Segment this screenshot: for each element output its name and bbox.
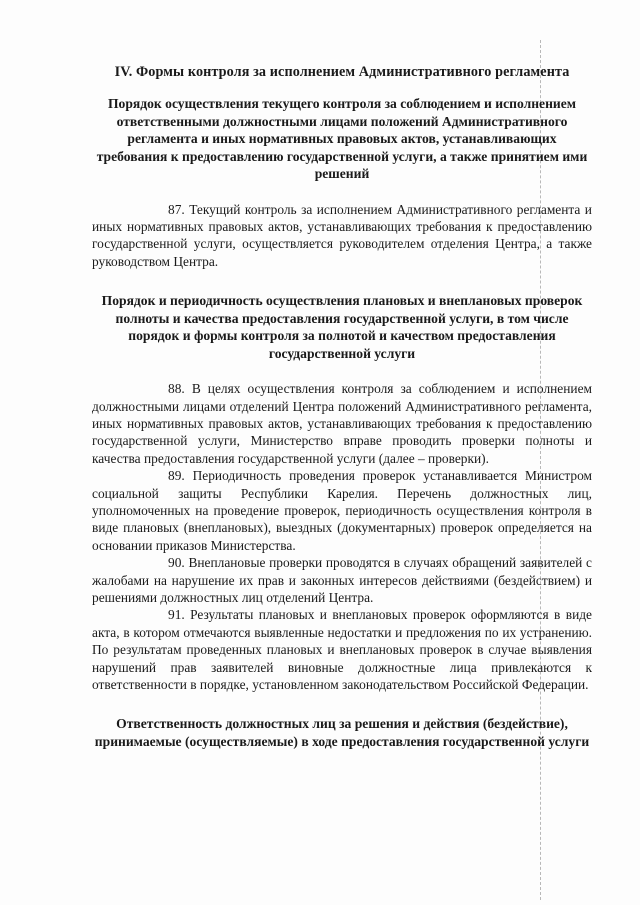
paragraph-number: 89.	[168, 468, 185, 484]
paragraph-text: Внеплановые проверки проводятся в случаях обращений заявителей с жалобами на нарушение их прав и законных интересов действиями (бездействием) и решениями должностных лиц отделений Центра.	[92, 555, 592, 605]
paragraph	[92, 606, 592, 693]
paragraph	[92, 380, 592, 467]
section-title: Порядок и периодичность осуществления плановых и внеплановых проверок полноты и качества предоставления государственной услуги, в том числе порядок и формы контроля за полнотой и качеством предоставления государственной услуги	[101, 293, 583, 361]
paragraph	[92, 201, 592, 271]
paragraph-text: В целях осуществления контроля за соблюдением и исполнением должностными лицами отделений Центра положений Административного регламента, иных нормативных правовых актов, устанавливающих требования к предоставлению государственной услуги, Министерство вправе проводить проверки полноты и качества предоставления государственной услуги (далее – проверки).	[92, 381, 592, 466]
paragraph-number: 87.	[168, 201, 185, 217]
document-content	[92, 64, 592, 750]
chapter-title: IV. Формы контроля за исполнением Административного регламента	[114, 64, 570, 80]
paragraph	[92, 554, 592, 606]
paragraph-number: 91.	[168, 607, 185, 623]
section-title: Ответственность должностных лиц за решения и действия (бездействие), принимаемые (осуществляемые) в ходе предоставления государственной услуги	[94, 716, 590, 749]
paragraph-text: Текущий контроль за исполнением Административного регламента и иных нормативных правовых актов, устанавливающих требования к предоставлению государственной услуги, осуществляется руководителем отделения Центра, а также руководством Центра.	[92, 201, 592, 269]
paragraph-text: Периодичность проведения проверок устанавливается Министром социальной защиты Республики Карелия. Перечень должностных лиц, уполномоченных на проведение проверок, периодичность осуществления контроля в виде плановых (внеплановых), выездных (документарных) проверок определяется на основании приказов Министерства.	[92, 468, 592, 553]
paragraph-text: Результаты плановых и внеплановых проверок оформляются в виде акта, в котором отмечаются выявленные недостатки и предложения по их устранению. По результатам проведенных плановых и внеплановых проверок в случае выявления нарушений прав заявителей виновные должностные лица привлекаются к ответственности в порядке, установленном законодательством Российской Федерации.	[92, 607, 592, 693]
paragraph-number: 90.	[168, 555, 185, 571]
section-title: Порядок осуществления текущего контроля за соблюдением и исполнением ответственными должностными лицами положений Административного регламента и иных нормативных правовых актов, устанавливающих требования к предоставлению государственной услуги, а также принятием ими решений	[96, 96, 588, 181]
paragraph-number: 88.	[168, 381, 185, 397]
paragraph	[92, 467, 592, 554]
